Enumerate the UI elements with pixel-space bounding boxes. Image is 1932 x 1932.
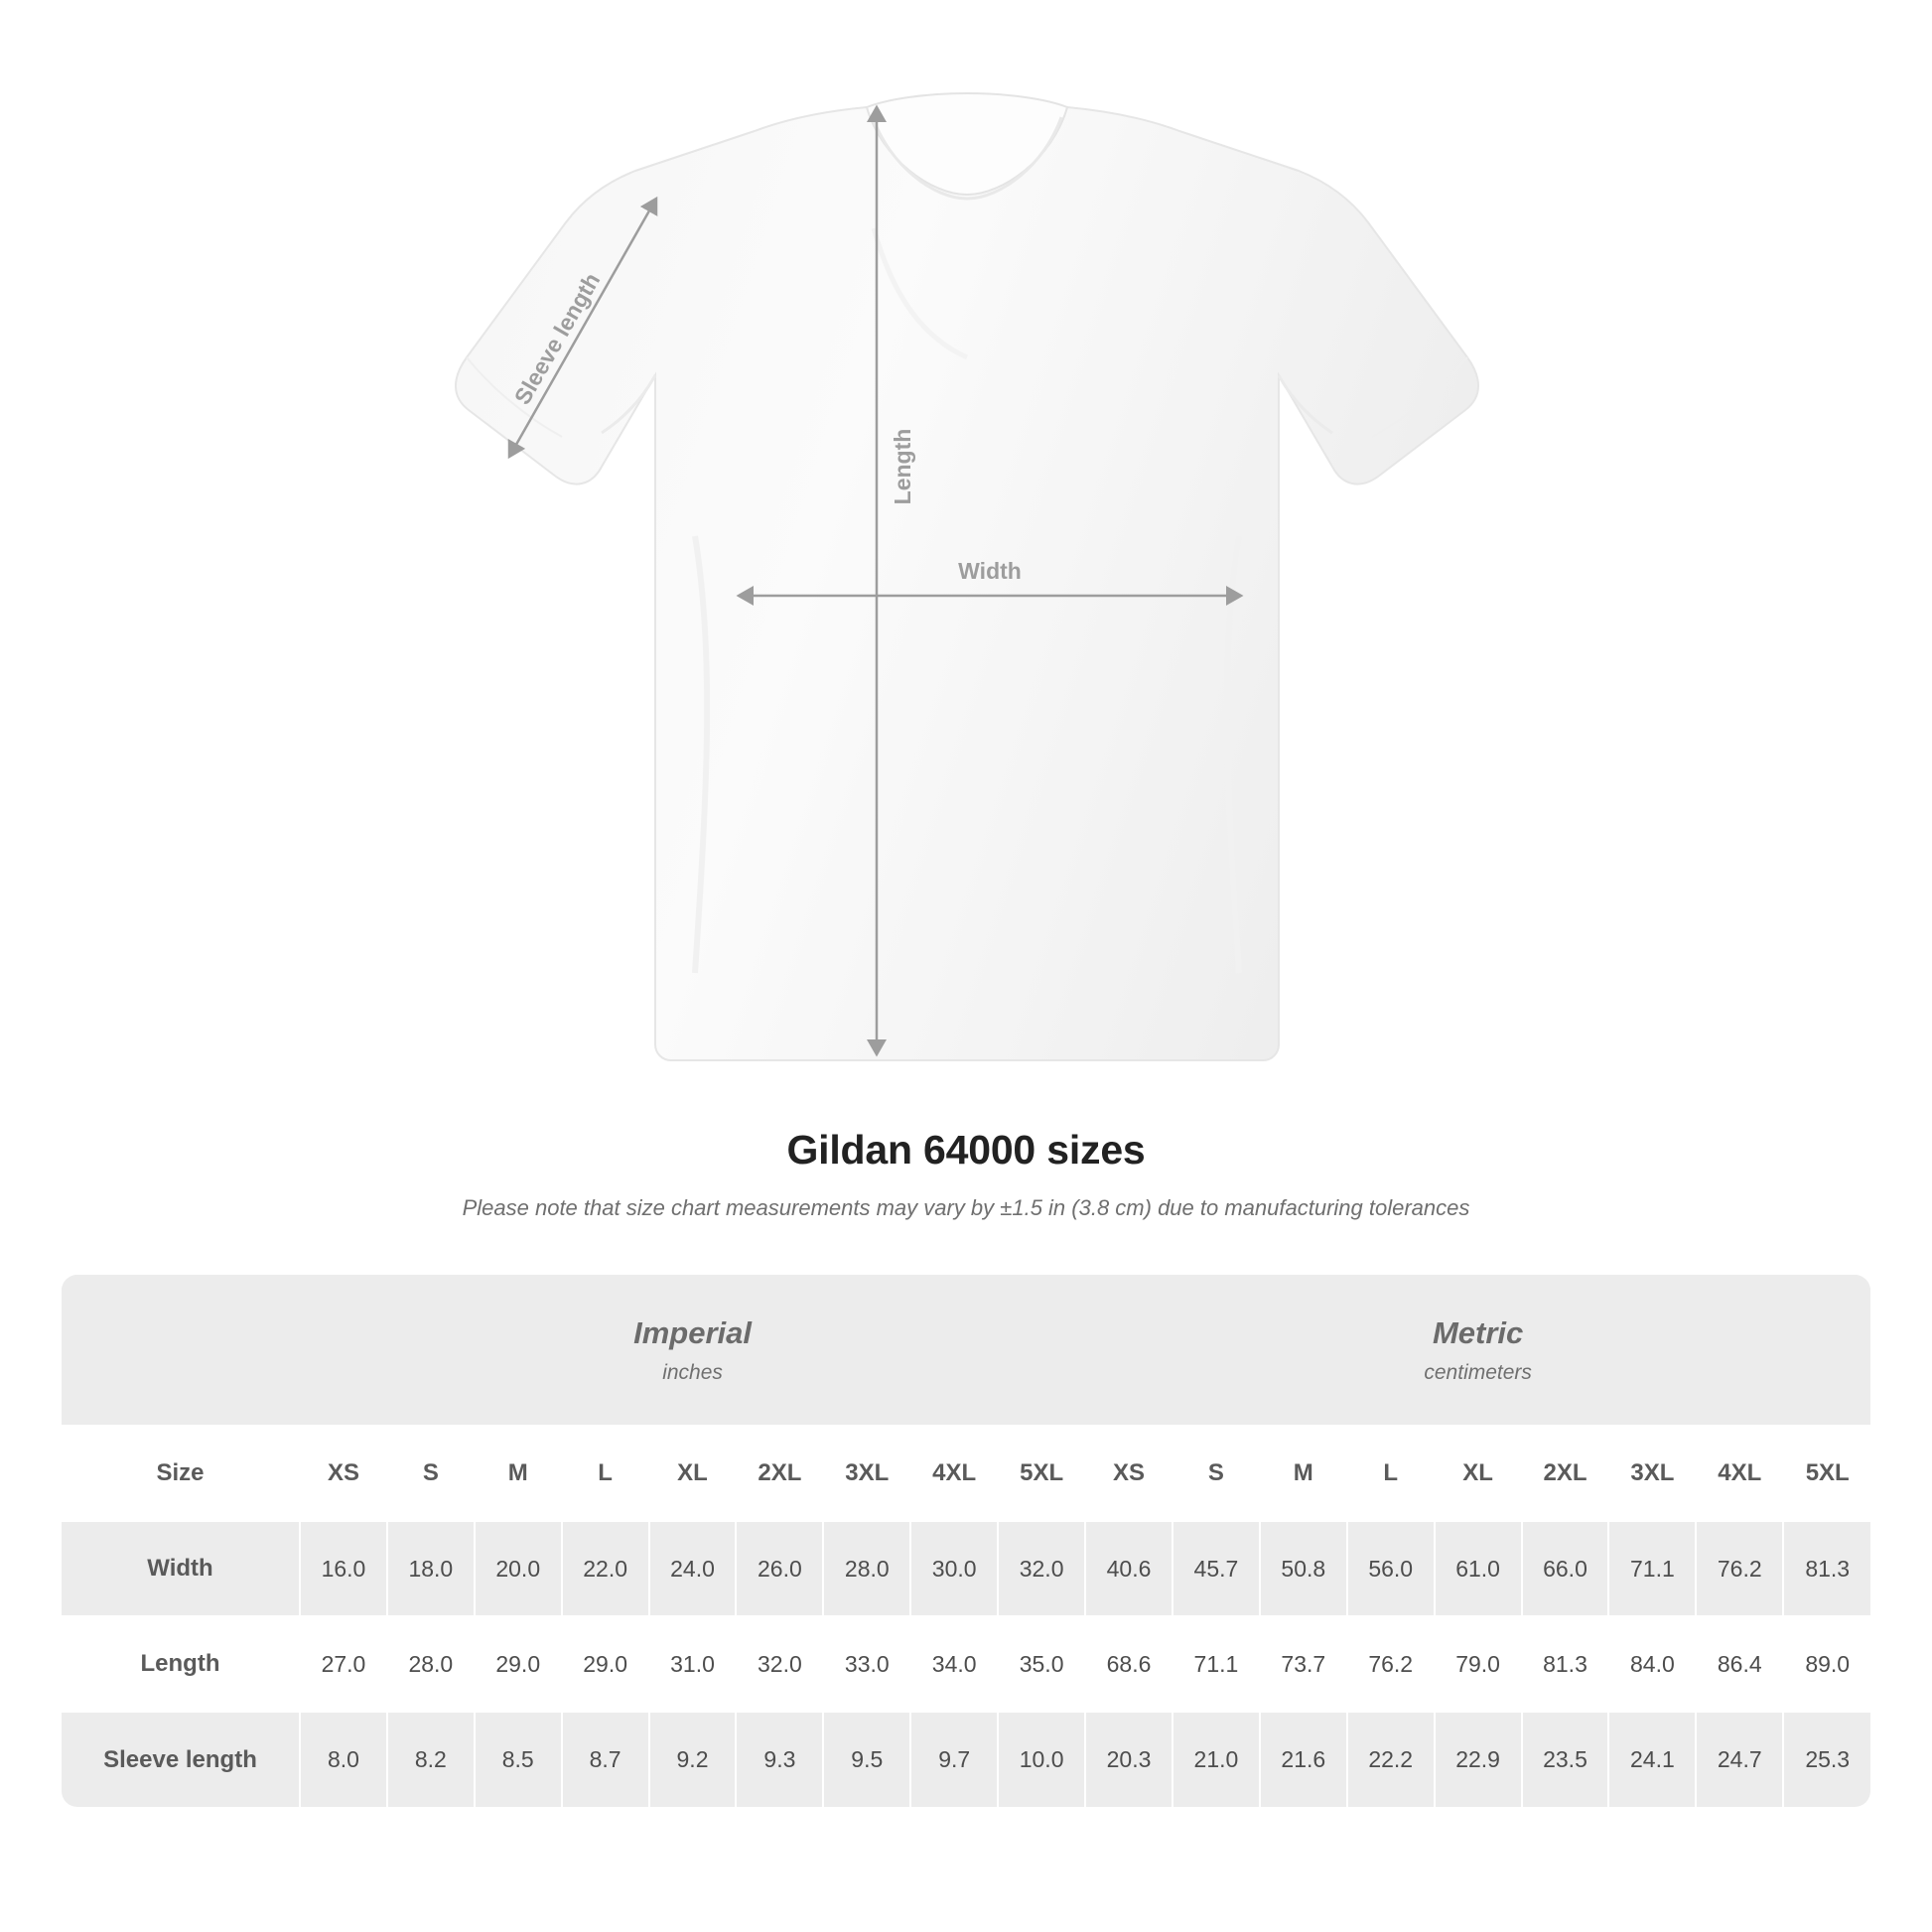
- cell-length-metric-l: 76.2: [1347, 1616, 1435, 1712]
- cell-width-metric-xl: 61.0: [1435, 1521, 1522, 1616]
- cell-width-imperial-2xl: 26.0: [736, 1521, 823, 1616]
- table-row-sleeve-length: [62, 1712, 1870, 1807]
- label-length: Length: [890, 428, 915, 505]
- cell-sleeve-imperial-xs: 8.0: [300, 1712, 387, 1807]
- table-unit-header-row: [62, 1275, 1870, 1426]
- size-col-2xl-imperial: 2XL: [736, 1426, 823, 1521]
- cell-length-metric-2xl: 81.3: [1522, 1616, 1609, 1712]
- cell-length-metric-m: 73.7: [1260, 1616, 1347, 1712]
- size-col-xl-imperial: XL: [649, 1426, 737, 1521]
- cell-length-imperial-s: 28.0: [387, 1616, 475, 1712]
- cell-sleeve-metric-xs: 20.3: [1085, 1712, 1173, 1807]
- label-width: Width: [958, 558, 1022, 584]
- row-header-length: Length: [62, 1616, 300, 1712]
- cell-width-imperial-s: 18.0: [387, 1521, 475, 1616]
- size-col-l-imperial: L: [562, 1426, 649, 1521]
- cell-length-imperial-2xl: 32.0: [736, 1616, 823, 1712]
- cell-sleeve-imperial-xl: 9.2: [649, 1712, 737, 1807]
- cell-length-metric-4xl: 86.4: [1696, 1616, 1783, 1712]
- cell-sleeve-metric-5xl: 25.3: [1783, 1712, 1870, 1807]
- unit-group-imperial-sub: inches: [662, 1360, 723, 1384]
- tolerance-note: Please note that size chart measurements may vary by ±1.5 in (3.8 cm) due to manufacturing tolerances: [462, 1195, 1470, 1220]
- cell-length-imperial-m: 29.0: [475, 1616, 562, 1712]
- cell-sleeve-metric-xl: 22.9: [1435, 1712, 1522, 1807]
- cell-sleeve-metric-4xl: 24.7: [1696, 1712, 1783, 1807]
- cell-sleeve-metric-l: 22.2: [1347, 1712, 1435, 1807]
- unit-group-metric: [1085, 1275, 1870, 1426]
- size-col-m-imperial: M: [475, 1426, 562, 1521]
- cell-sleeve-imperial-4xl: 9.7: [910, 1712, 998, 1807]
- page-title: Gildan 64000 sizes: [786, 1127, 1146, 1173]
- row-header-size: Size: [62, 1426, 300, 1521]
- cell-length-imperial-5xl: 35.0: [998, 1616, 1085, 1712]
- size-col-5xl-imperial: 5XL: [998, 1426, 1085, 1521]
- unit-group-imperial: [300, 1275, 1085, 1426]
- cell-length-imperial-xs: 27.0: [300, 1616, 387, 1712]
- cell-width-metric-m: 50.8: [1260, 1521, 1347, 1616]
- size-col-s-imperial: S: [387, 1426, 475, 1521]
- unit-group-imperial-name: Imperial: [633, 1314, 752, 1350]
- cell-width-metric-l: 56.0: [1347, 1521, 1435, 1616]
- label-sleeve-length: Sleeve length: [508, 268, 606, 409]
- cell-width-imperial-3xl: 28.0: [823, 1521, 910, 1616]
- title-block: [0, 1127, 1932, 1221]
- cell-length-metric-xl: 79.0: [1435, 1616, 1522, 1712]
- size-col-3xl-imperial: 3XL: [823, 1426, 910, 1521]
- table-row-length: [62, 1616, 1870, 1712]
- cell-length-metric-s: 71.1: [1173, 1616, 1260, 1712]
- cell-length-metric-xs: 68.6: [1085, 1616, 1173, 1712]
- cell-width-metric-2xl: 66.0: [1522, 1521, 1609, 1616]
- size-col-m-metric: M: [1260, 1426, 1347, 1521]
- cell-width-imperial-4xl: 30.0: [910, 1521, 998, 1616]
- cell-length-metric-3xl: 84.0: [1608, 1616, 1696, 1712]
- cell-sleeve-imperial-l: 8.7: [562, 1712, 649, 1807]
- cell-length-imperial-3xl: 33.0: [823, 1616, 910, 1712]
- size-col-l-metric: L: [1347, 1426, 1435, 1521]
- cell-length-metric-5xl: 89.0: [1783, 1616, 1870, 1712]
- cell-width-imperial-l: 22.0: [562, 1521, 649, 1616]
- cell-sleeve-metric-m: 21.6: [1260, 1712, 1347, 1807]
- size-col-xs-imperial: XS: [300, 1426, 387, 1521]
- table-row-width: [62, 1521, 1870, 1616]
- cell-sleeve-imperial-5xl: 10.0: [998, 1712, 1085, 1807]
- size-col-4xl-imperial: 4XL: [910, 1426, 998, 1521]
- table-corner-cell: [62, 1275, 300, 1426]
- cell-width-imperial-m: 20.0: [475, 1521, 562, 1616]
- cell-length-imperial-l: 29.0: [562, 1616, 649, 1712]
- cell-width-imperial-xl: 24.0: [649, 1521, 737, 1616]
- cell-sleeve-imperial-s: 8.2: [387, 1712, 475, 1807]
- size-col-5xl-metric: 5XL: [1783, 1426, 1870, 1521]
- unit-group-metric-name: Metric: [1432, 1314, 1524, 1350]
- cell-sleeve-metric-3xl: 24.1: [1608, 1712, 1696, 1807]
- cell-width-metric-4xl: 76.2: [1696, 1521, 1783, 1616]
- size-col-s-metric: S: [1173, 1426, 1260, 1521]
- cell-width-metric-3xl: 71.1: [1608, 1521, 1696, 1616]
- size-col-xl-metric: XL: [1435, 1426, 1522, 1521]
- cell-sleeve-imperial-2xl: 9.3: [736, 1712, 823, 1807]
- cell-width-imperial-xs: 16.0: [300, 1521, 387, 1616]
- cell-sleeve-imperial-3xl: 9.5: [823, 1712, 910, 1807]
- cell-width-metric-s: 45.7: [1173, 1521, 1260, 1616]
- unit-group-metric-sub: centimeters: [1424, 1360, 1532, 1384]
- cell-sleeve-metric-2xl: 23.5: [1522, 1712, 1609, 1807]
- cell-width-metric-xs: 40.6: [1085, 1521, 1173, 1616]
- row-header-sleeve-length: Sleeve length: [62, 1712, 300, 1807]
- cell-width-metric-5xl: 81.3: [1783, 1521, 1870, 1616]
- cell-length-imperial-xl: 31.0: [649, 1616, 737, 1712]
- size-col-4xl-metric: 4XL: [1696, 1426, 1783, 1521]
- cell-sleeve-imperial-m: 8.5: [475, 1712, 562, 1807]
- row-header-width: Width: [62, 1521, 300, 1616]
- table-size-header-row: [62, 1426, 1870, 1521]
- size-table-wrapper: [62, 1275, 1870, 1807]
- cell-length-imperial-4xl: 34.0: [910, 1616, 998, 1712]
- size-col-3xl-metric: 3XL: [1608, 1426, 1696, 1521]
- cell-sleeve-metric-s: 21.0: [1173, 1712, 1260, 1807]
- size-table: [62, 1275, 1870, 1807]
- cell-width-imperial-5xl: 32.0: [998, 1521, 1085, 1616]
- size-col-xs-metric: XS: [1085, 1426, 1173, 1521]
- size-col-2xl-metric: 2XL: [1522, 1426, 1609, 1521]
